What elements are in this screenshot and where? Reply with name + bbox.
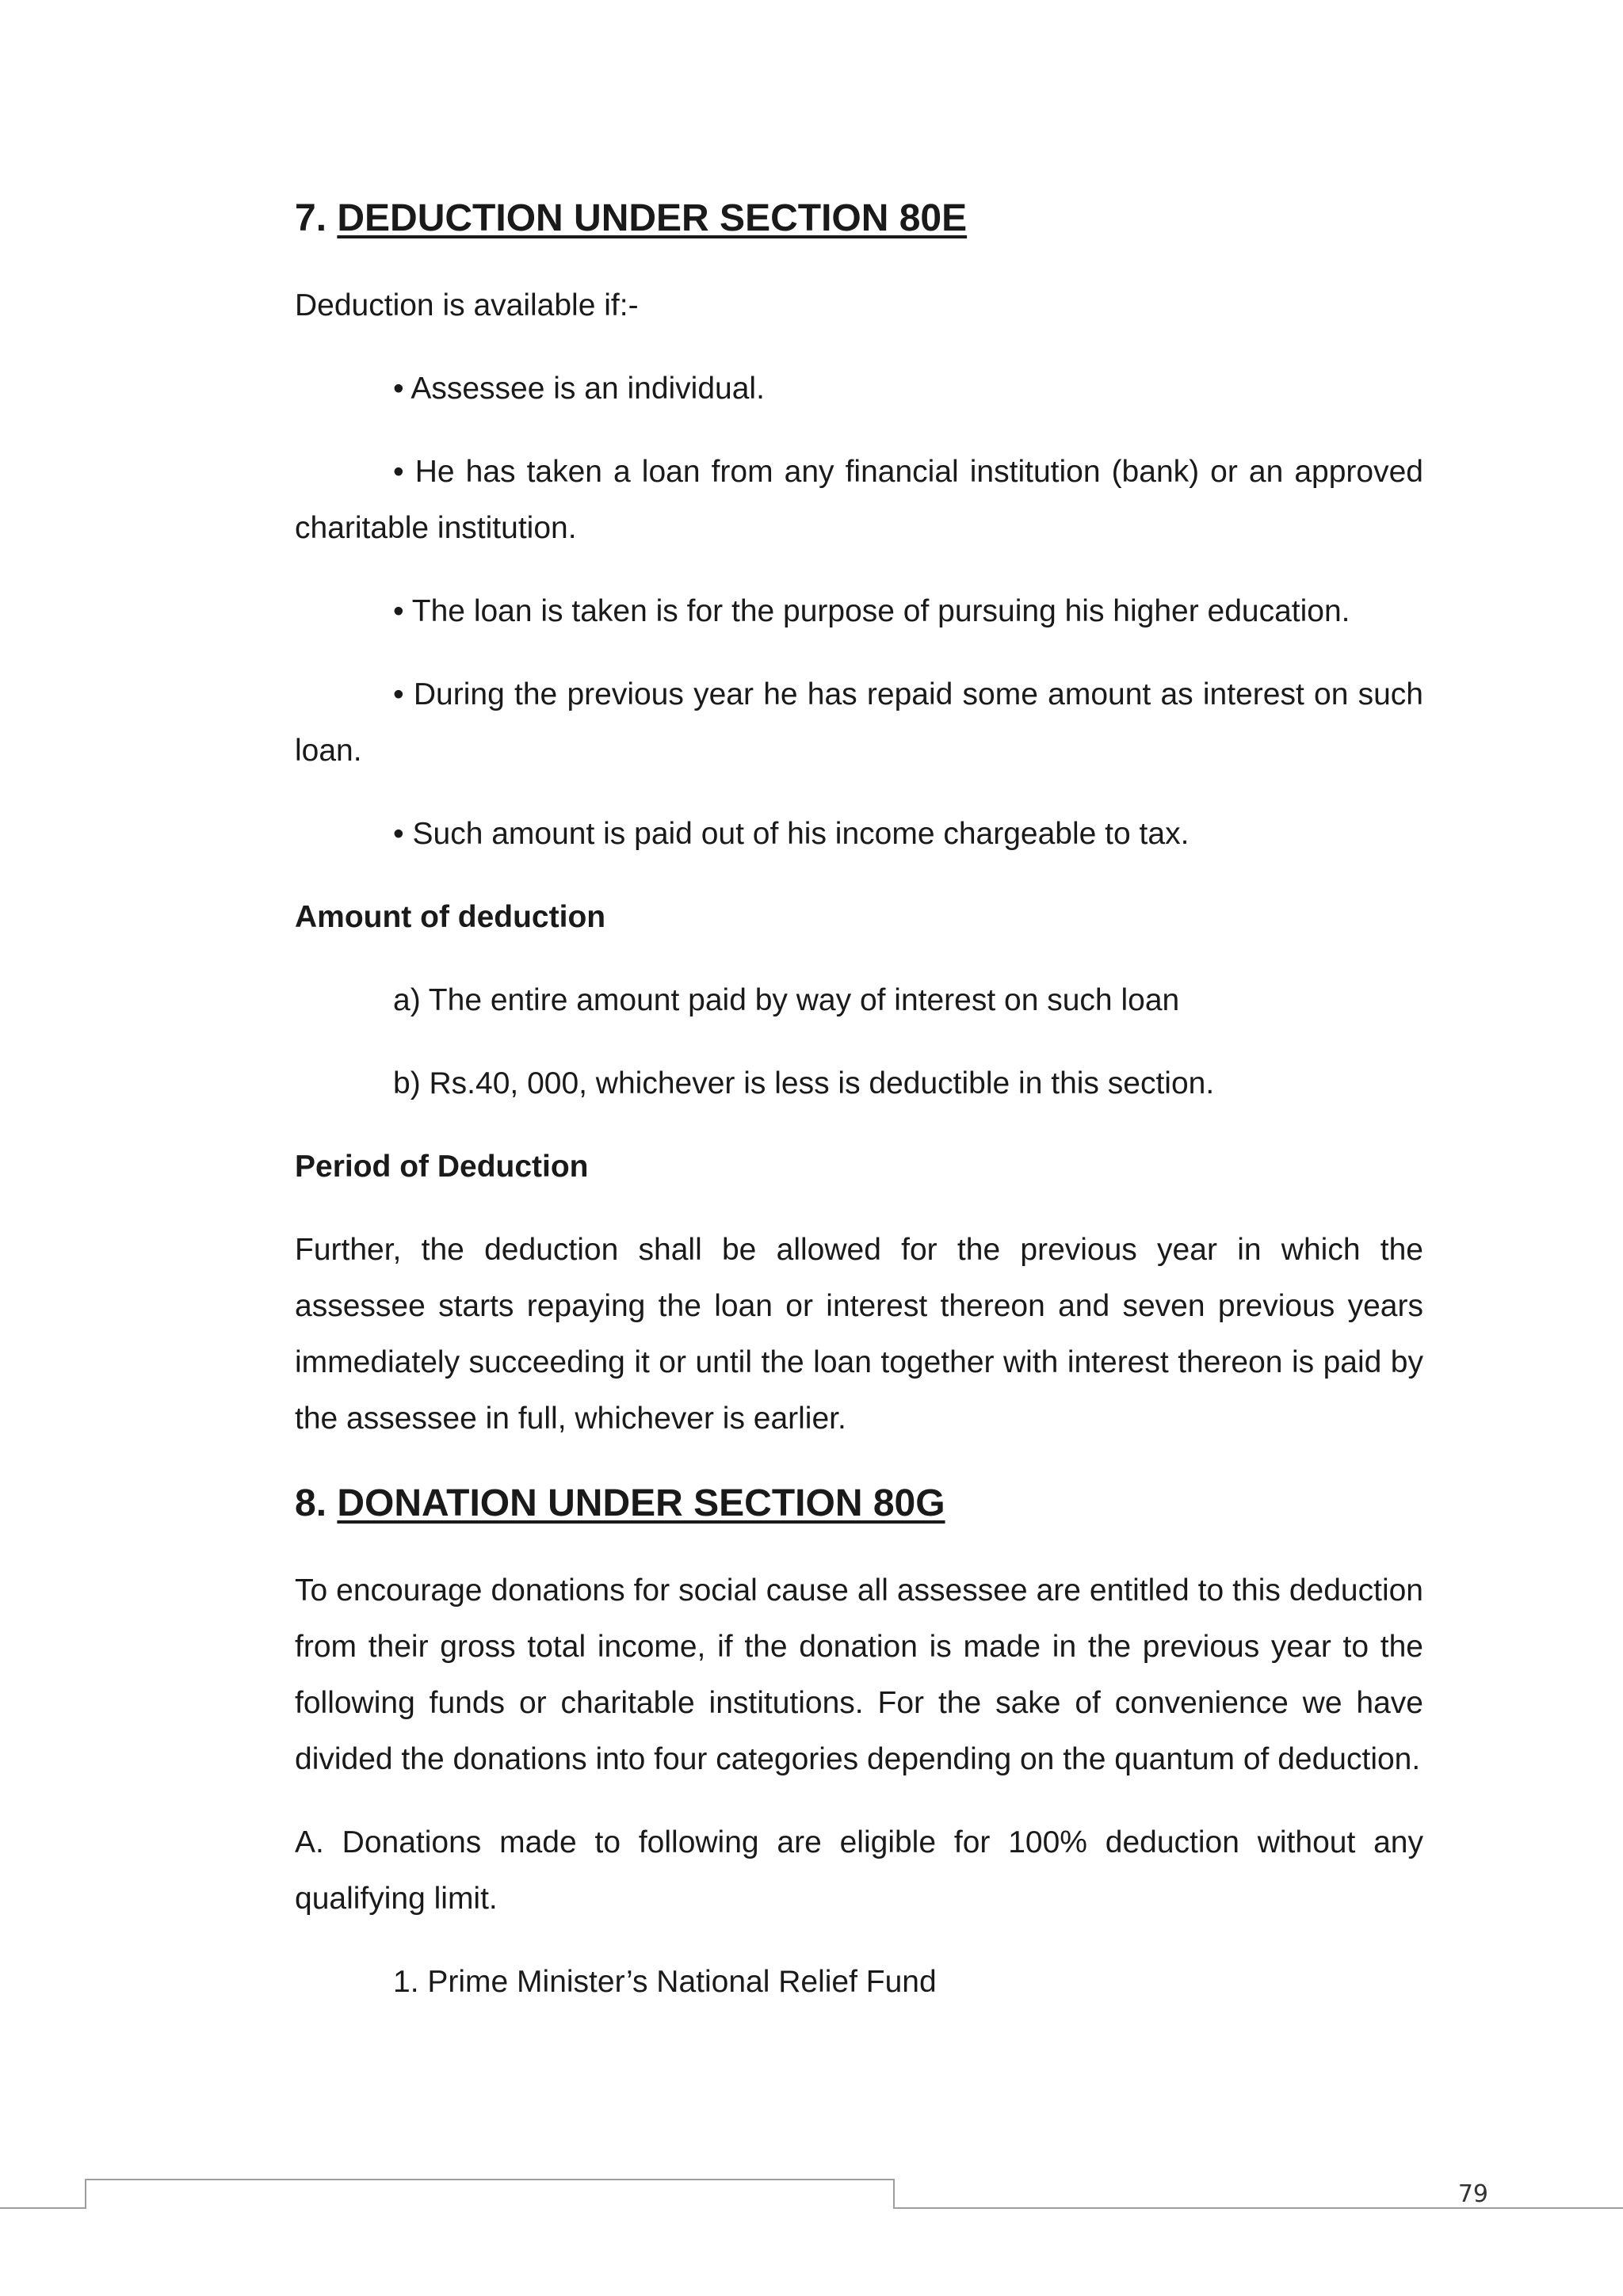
footer-box (85, 2179, 895, 2209)
section-8-intro: To encourage donations for social cause all assessee are entitled to this deduction from their gross total income, if the donation is made in the previous year to the following funds or charitable institutions. For the sake of convenience we have divided the donations into four categories depending on the quantum of deduction. (295, 1573, 1423, 1776)
category-a-item: 1. Prime Minister’s National Relief Fund (393, 1965, 937, 1999)
period-paragraph: Further, the deduction shall be allowed for the previous year in which the assessee starts repaying the loan or interest thereon and seven previous years immediately succeeding it or until the loan together with interest thereon is paid by the assessee in full, whichever is earlier. (295, 1233, 1423, 1436)
section-7-heading (295, 190, 1423, 247)
section-7-number: 7. (295, 197, 327, 239)
period-of-deduction-heading: Period of Deduction (295, 1150, 589, 1184)
section-7-title: DEDUCTION UNDER SECTION 80E (337, 197, 968, 239)
amount-of-deduction-heading: Amount of deduction (295, 900, 606, 934)
page-number: 79 (1457, 2180, 1488, 2208)
footer-rule-right (893, 2207, 1623, 2209)
page-content (295, 190, 1423, 2010)
footer-rule-left (0, 2207, 86, 2209)
amount-item: b) Rs.40, 000, whichever is less is deductible in this section. (393, 1066, 1215, 1100)
category-a-paragraph: A. Donations made to following are eligible for 100% deduction without any qualifying limit. (295, 1825, 1423, 1916)
section-7-intro: Deduction is available if:- (295, 288, 639, 322)
amount-item: a) The entire amount paid by way of interest on such loan (393, 983, 1180, 1017)
section-8-number: 8. (295, 1482, 327, 1524)
condition-item: • He has taken a loan from any financial institution (bank) or an approved charitable institution. (295, 455, 1423, 545)
section-8-title: DONATION UNDER SECTION 80G (337, 1482, 945, 1524)
section-8-heading (295, 1475, 1423, 1532)
condition-item: • The loan is taken is for the purpose of pursuing his higher education. (393, 594, 1350, 628)
condition-item: • During the previous year he has repaid some amount as interest on such loan. (295, 677, 1423, 768)
condition-item: • Such amount is paid out of his income chargeable to tax. (393, 817, 1190, 851)
condition-item: • Assessee is an individual. (393, 372, 765, 406)
